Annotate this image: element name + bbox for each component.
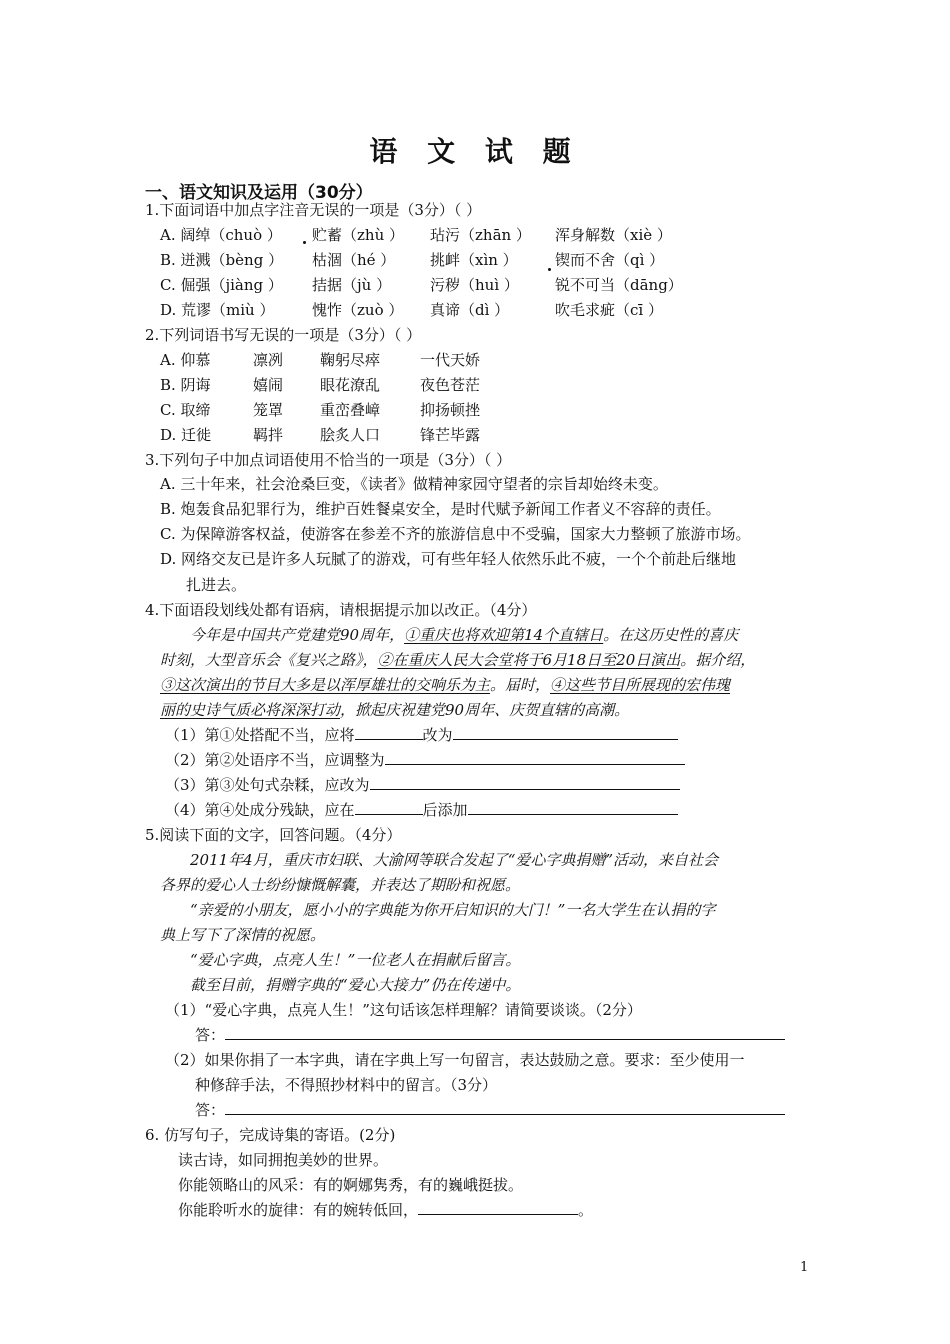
answer-blank[interactable] — [355, 800, 423, 815]
q1-option-b-2: 枯涸（hé ） — [312, 251, 396, 269]
underlined-error-4: ④这些节目所展现的宏伟瑰 — [550, 676, 731, 694]
q4-sub-4 — [165, 800, 678, 820]
passage-text: 今年是中国共产党建党90周年， — [190, 626, 405, 644]
answer-label: 答： — [195, 1026, 226, 1044]
q6-line-3-end: 。 — [578, 1201, 594, 1219]
q5-passage-line-5: “爱心字典，点亮人生！”一位老人在捐献后留言。 — [190, 951, 521, 969]
passage-text: 时刻，大型音乐会《复兴之路》， — [160, 651, 378, 669]
q1-option-a-2: 贮蓄（zhù ） — [312, 226, 404, 244]
q4-stem: 4.下面语段划线处都有语病，请根据提示加以改正。（4分） — [145, 601, 537, 619]
q4-sub-3 — [165, 775, 680, 795]
q2-option-d-3: 脍炙人口 — [320, 426, 381, 444]
q1-option-a-4: 浑身解数（xiè ） — [555, 226, 672, 244]
q5-passage-line-1: 2011年4月，重庆市妇联、大渝网等联合发起了“爱心字典捐赠”活动，来自社会 — [190, 851, 719, 869]
q1-option-a-1: A. 阔绰（chuò ） — [160, 226, 282, 244]
q1-option-b-4: 锲而不舍（qì ） — [555, 251, 665, 269]
q2-option-b-1: B. 阴诲 — [160, 376, 211, 394]
q1-option-d-1: D. 荒谬（miù ） — [160, 301, 275, 319]
q2-option-c-1: C. 取缔 — [160, 401, 211, 419]
q1-option-d-2: 愧怍（zuò ） — [312, 301, 404, 319]
q6-stem: 6. 仿写句子，完成诗集的寄语。(2分) — [145, 1126, 396, 1144]
emphasis-dot — [303, 241, 306, 244]
q5-stem: 5.阅读下面的文字，回答问题。（4分） — [145, 826, 402, 844]
sub-question-text: 后添加 — [422, 801, 468, 819]
q5-passage-line-3: “亲爱的小朋友，愿小小的字典能为你开启知识的大门！”一名大学生在认捐的字 — [190, 901, 716, 919]
sub-question-text: 改为 — [422, 726, 453, 744]
q5-sub-2-cont: 种修辞手法，不得照抄材料中的留言。（3分） — [195, 1076, 498, 1094]
q1-option-d-4: 吹毛求疵（cī ） — [555, 301, 663, 319]
q1-option-c-1: C. 倔强（jiàng ） — [160, 276, 283, 294]
q6-line-3-text: 你能聆听水的旋律：有的婉转低回， — [178, 1201, 419, 1219]
q4-sub-1 — [165, 725, 678, 745]
q5-passage-line-6: 截至目前，捐赠字典的“爱心大接力”仍在传递中。 — [190, 976, 521, 994]
page-number: 1 — [800, 1260, 809, 1275]
sub-question-text: （1）第①处搭配不当，应将 — [165, 726, 355, 744]
q3-option-c: C. 为保障游客权益，使游客在参差不齐的旅游信息中不受骗，国家大力整顿了旅游市场。 — [160, 525, 751, 543]
q1-option-c-3: 污秽（huì ） — [430, 276, 519, 294]
q1-option-c-2: 拮据（jù ） — [312, 276, 392, 294]
answer-blank[interactable] — [225, 1100, 785, 1115]
q1-option-d-3: 真谛（dì ） — [430, 301, 510, 319]
answer-blank[interactable] — [370, 775, 680, 790]
q6-line-1: 读古诗，如同拥抱美妙的世界。 — [178, 1151, 389, 1169]
q4-sub-2 — [165, 750, 685, 770]
section-heading: 一、语文知识及运用（30分） — [145, 183, 373, 203]
page-title: 语 文 试 题 — [369, 135, 581, 168]
q5-sub-2: （2）如果你捐了一本字典，请在字典上写一句留言，表达鼓励之意。要求：至少使用一 — [165, 1051, 745, 1069]
q3-option-b: B. 炮轰食品犯罪行为，维护百姓餐桌安全，是时代赋予新闻工作者义不容辞的责任。 — [160, 500, 721, 518]
underlined-error-1: ①重庆也将欢迎第14个直辖日 — [404, 626, 604, 644]
q2-option-b-2: 嬉闹 — [253, 376, 284, 394]
answer-blank[interactable] — [468, 800, 678, 815]
q2-option-d-2: 羁拌 — [253, 426, 284, 444]
q4-passage-line-3 — [160, 675, 730, 695]
underlined-error-4-cont: 丽的史诗气质必将深深打动 — [160, 701, 341, 719]
q2-option-c-4: 抑扬顿挫 — [420, 401, 481, 419]
sub-question-text: （2）第②处语序不当，应调整为 — [165, 751, 385, 769]
answer-label: 答： — [195, 1101, 226, 1119]
q2-option-b-3: 眼花潦乱 — [320, 376, 381, 394]
q5-passage-line-4: 典上写下了深情的祝愿。 — [160, 926, 326, 944]
answer-blank[interactable] — [453, 725, 678, 740]
passage-text: ，掀起庆祝建党90周年、庆贺直辖的高潮。 — [340, 701, 630, 719]
underlined-error-2: ②在重庆人民大会堂将于6月18日至20日演出 — [377, 651, 681, 669]
passage-text: 。在这历史性的喜庆 — [603, 626, 739, 644]
answer-blank[interactable] — [385, 750, 685, 765]
q1-stem: 1.下面词语中加点字注音无误的一项是（3分）（ ） — [145, 201, 482, 219]
q5-passage-line-2: 各界的爱心人士纷纷慷慨解囊，并表达了期盼和祝愿。 — [160, 876, 521, 894]
answer-blank[interactable] — [225, 1025, 785, 1040]
q3-option-d-cont: 扎进去。 — [186, 576, 247, 594]
q3-stem: 3.下列句子中加点词语使用不恰当的一项是（3分）（ ） — [145, 451, 512, 469]
q1-option-c-4: 锐不可当（dāng） — [555, 276, 683, 294]
sub-question-text: （3）第③处句式杂糅，应改为 — [165, 776, 370, 794]
q6-line-2: 你能领略山的风采：有的婀娜隽秀，有的巍峨挺拔。 — [178, 1176, 524, 1194]
passage-text: 。据介绍， — [680, 651, 756, 669]
q3-option-d: D. 网络交友已是许多人玩腻了的游戏，可有些年轻人依然乐此不疲，一个个前赴后继地 — [160, 550, 737, 568]
q5-answer-2 — [195, 1100, 785, 1120]
q6-line-3 — [178, 1200, 593, 1220]
underlined-error-3: ③这次演出的节目大多是以浑厚雄壮的交响乐为主 — [160, 676, 491, 694]
q2-option-a-3: 鞠躬尽瘁 — [320, 351, 381, 369]
q2-option-c-2: 笼罩 — [253, 401, 284, 419]
q2-option-d-4: 锋芒毕露 — [420, 426, 481, 444]
q4-passage-line-2 — [160, 650, 755, 670]
q2-stem: 2.下列词语书写无误的一项是（3分）（ ） — [145, 326, 422, 344]
q1-option-b-1: B. 迸溅（bèng ） — [160, 251, 284, 269]
q4-passage-line-4 — [160, 700, 629, 720]
q1-option-a-3: 玷污（zhān ） — [430, 226, 531, 244]
q2-option-b-4: 夜色苍茫 — [420, 376, 481, 394]
answer-blank[interactable] — [418, 1200, 578, 1215]
q5-answer-1 — [195, 1025, 785, 1045]
sub-question-text: （4）第④处成分残缺，应在 — [165, 801, 355, 819]
q3-option-a: A. 三十年来，社会沧桑巨变，《读者》做精神家园守望者的宗旨却始终未变。 — [160, 475, 668, 493]
q5-sub-1: （1）“爱心字典，点亮人生！”这句话该怎样理解？请简要谈谈。（2分） — [165, 1001, 642, 1019]
q2-option-a-4: 一代天娇 — [420, 351, 481, 369]
q1-option-b-3: 挑衅（xìn ） — [430, 251, 518, 269]
q2-option-a-1: A. 仰慕 — [160, 351, 211, 369]
q2-option-c-3: 重峦叠嶂 — [320, 401, 381, 419]
emphasis-dot — [548, 268, 551, 271]
passage-text: 。届时， — [490, 676, 551, 694]
q2-option-a-2: 凛冽 — [253, 351, 284, 369]
q2-option-d-1: D. 迁徙 — [160, 426, 212, 444]
q4-passage-line-1 — [190, 625, 738, 645]
answer-blank[interactable] — [355, 725, 423, 740]
